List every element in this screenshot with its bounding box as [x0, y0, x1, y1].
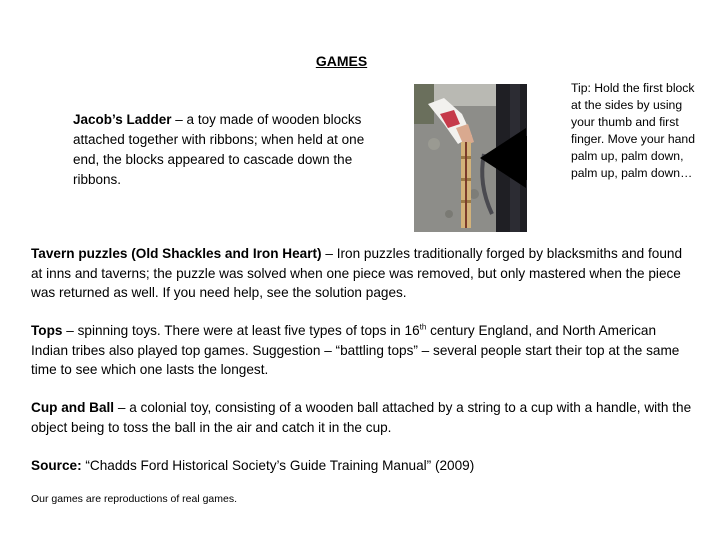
- page-title: GAMES: [315, 53, 368, 69]
- jacobs-ladder-photo: [414, 84, 527, 232]
- source-line: [31, 456, 696, 476]
- cup-and-ball-paragraph: [31, 398, 696, 437]
- tavern-puzzles-text: – Iron puzzles traditionally forged by blacksmiths and found at inns and taverns; the puzzle was solved when one piece was removed, but only mastered when the piece was returned as well. If you need help, see the solution pages.: [31, 246, 683, 300]
- jacobs-ladder-photo-art: [414, 84, 527, 232]
- jacobs-ladder-term: Jacob’s Ladder: [73, 112, 172, 127]
- tops-text-a: – spinning toys. There were at least five types of tops in 16: [62, 323, 420, 338]
- source-text: “Chadds Ford Historical Society’s Guide Training Manual” (2009): [81, 458, 475, 473]
- footnote: Our games are reproductions of real games.: [31, 493, 238, 505]
- tops-superscript: th: [419, 322, 427, 332]
- tops-text-b: century England, and North American Indian tribes also played top games. Suggestion – “battling tops” – several people start their top at the same time to see which one lasts the longest.: [31, 323, 680, 377]
- tops-paragraph: [31, 321, 696, 380]
- tops-term: Tops: [31, 323, 63, 338]
- source-label: Source:: [31, 458, 82, 473]
- jacobs-ladder-description: [73, 110, 383, 190]
- tavern-puzzles-term: Tavern puzzles (Old Shackles and Iron Heart): [31, 246, 322, 261]
- cup-and-ball-text: – a colonial toy, consisting of a wooden ball attached by a string to a cup with a handle, with the object being to toss the ball in the air and catch it in the cup.: [31, 400, 692, 435]
- tip-note: Tip: Hold the first block at the sides by using your thumb and first finger. Move your hand palm up, palm down, palm up, palm down…: [571, 81, 695, 180]
- tavern-puzzles-paragraph: [31, 244, 696, 303]
- jacobs-ladder-text: – a toy made of wooden blocks attached together with ribbons; when held at one end, the blocks appeared to cascade down the ribbons.: [73, 112, 365, 187]
- cup-and-ball-term: Cup and Ball: [31, 400, 115, 415]
